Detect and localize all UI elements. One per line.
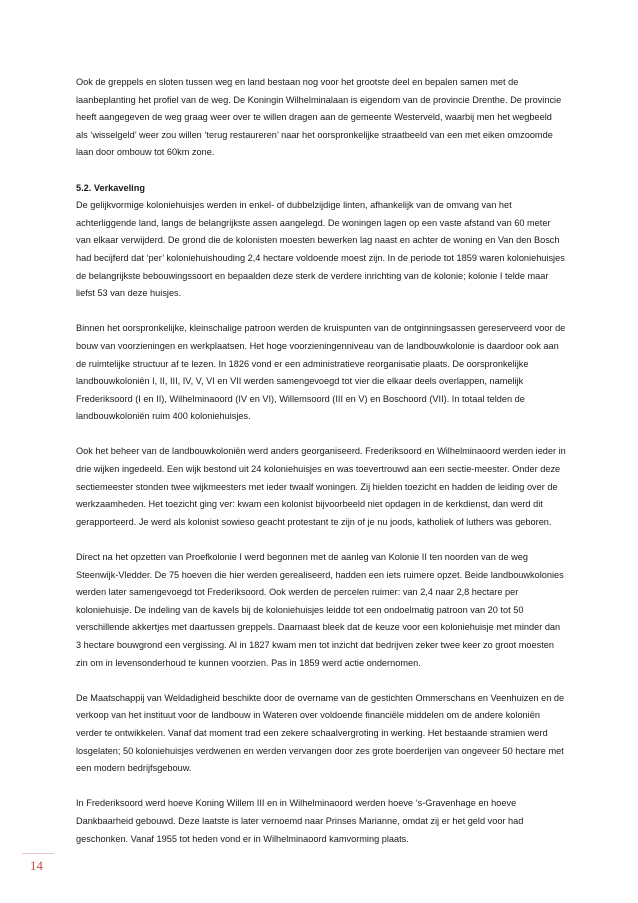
page-number: 14 <box>30 858 43 873</box>
section-verkaveling <box>76 180 566 849</box>
paragraph: Direct na het opzetten van Proefkolonie I werd begonnen met de aanleg van Kolonie II ten noorden van de weg Steenwijk-Vledder. De 75 hoeven die hier werden gerealiseerd, hadden een iets ruimere opzet. Beide landbouwkolonies werden later samengevoegd tot Frederiksoord. Ook werden de percelen ruimer: van 2,4 naar 2,8 hectare per koloniehuisje. De indeling van de kavels bij de koloniehuisjes leidde tot een ondoelmatig patroon van 20 tot 50 verschillende akkertjes met daartussen greppels. Daarnaast bleek dat de keuze voor een koloniehuisje met minder dan 3 hectare bouwgrond een vergissing. Al in 1827 kwam men tot inzicht dat bedrijven zeker twee keer zo groot moesten zin om in levensonderhoud te kunnen voorzien. Pas in 1859 werd actie ondernomen. <box>76 552 564 668</box>
footer-divider <box>22 853 54 854</box>
paragraph: Binnen het oorspronkelijke, kleinschalige patroon werden de kruispunten van de ontginningsassen gereserveerd voor de bouw van voorzieningen en werkplaatsen. Het hoge voorzieningenniveau van de landbouwkolonie is daardoor ook aan de ruimtelijke structuur af te lezen. In 1826 vond er een administratieve reorganisatie plaats. De oorspronkelijke landbouwkoloniën I, II, III, IV, V, VI en VII werden samengevoegd tot vier die elkaar deels overlappen, namelijk Frederiksoord (I en II), Wilhelminaoord (IV en VI), Willemsoord (III en V) en Boschoord (VII). In totaal telden de landbouwkoloniën ruim 400 koloniehuisjes. <box>76 323 566 422</box>
paragraph: In Frederiksoord werd hoeve Koning Willem III en in Wilhelminaoord werden hoeve ‘s-Gravenhage en hoeve Dankbaarheid gebouwd. Deze laatste is later vernoemd naar Prinses Marianne, omdat zij er het geld voor had geschonken. Vanaf 1955 tot heden vond er in Wilhelminaoord kamvorming plaats. <box>76 798 524 844</box>
paragraph: De Maatschappij van Weldadigheid beschikte door de overname van de gestichten Ommerschans en Veenhuizen en de verkoop van het instituut voor de landbouw in Wateren over voldoende financiële middelen om de andere koloniën verder te ontwikkelen. Vanaf dat moment trad een zekere schaalvergroting in werking. Het bestaande stramien werd losgelaten; 50 koloniehuisjes verdwenen en werden vervangen door zes grote boerderijen van ongeveer 50 hectare met een modern bedrijfsgebouw. <box>76 692 565 774</box>
intro-paragraph: Ook de greppels en sloten tussen weg en land bestaan nog voor het grootste deel en bepalen samen met de laanbeplanting het profiel van de weg. De Koningin Wilhelminalaan is eigendom van de provincie Drenthe. De provincie heeft aangegeven de weg graag weer over te willen dragen aan de gemeente Westerveld, waarbij men het wegbeeld als ‘wisselgeld’ weer zou willen ‘terug restaureren’ naar het oorspronkelijke straatbeeld van een met eiken omzoomde laan door ombouw tot 60km zone. <box>76 77 562 158</box>
paragraph: De gelijkvormige koloniehuisjes werden in enkel- of dubbelzijdige linten, afhankelijk van de omvang van het achterliggende land, langs de belangrijkste assen aangelegd. De woningen lagen op een vaste afstand van 60 meter van elkaar verwijderd. De grond die de kolonisten moesten bewerken lag naast en achter de woning en Van den Bosch had becijferd dat ‘per’ koloniehuishouding 2,4 hectare voldoende moest zijn. In de periode tot 1859 waren koloniehuisjes de belangrijkste bebouwingssoort en bepaalden deze sterk de verdere inrichting van de kolonie; kolonie I telde maar liefst 53 van deze huisjes. <box>76 200 565 299</box>
document-body <box>76 74 566 866</box>
section-heading: 5.2. Verkaveling <box>76 182 145 193</box>
paragraph: Ook het beheer van de landbouwkoloniën werd anders georganiseerd. Frederiksoord en Wilhelminaoord werden ieder in drie wijken ingedeeld. Een wijk bestond uit 24 koloniehuisjes en was toevertrouwd aan een sectie-meester. Onder deze sectiemeester stonden twee wijkmeesters met ieder twaalf woningen. Zij hielden toezicht en hadden de leiding over de werkzaamheden. Het toezicht ging ver: kwam een kolonist bijvoorbeeld niet opdagen in de kerkdienst, dan werd dit gerapporteerd. Je werd als kolonist sowieso geacht protestant te zijn of je nu joods, katholiek of luthers was geboren. <box>76 446 566 527</box>
